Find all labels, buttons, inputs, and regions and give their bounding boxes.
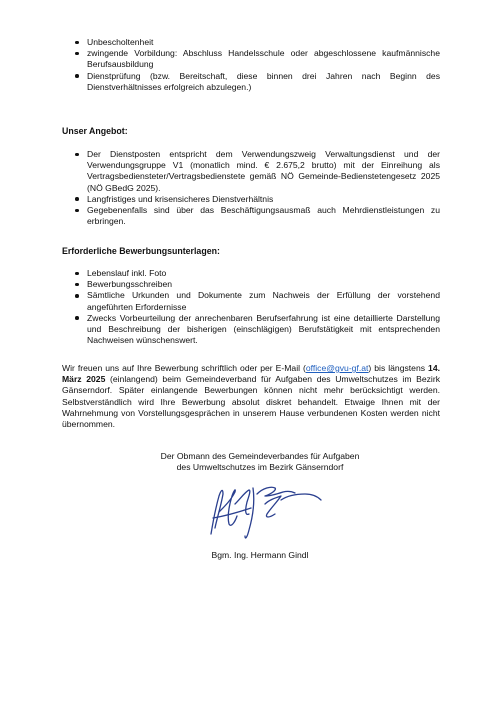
requirements-list [62, 37, 440, 93]
closing-block [130, 451, 390, 474]
list-item: Unbescholtenheit [62, 37, 440, 48]
deadline-date: 14. März 2025 [62, 363, 440, 385]
signer-name: Bgm. Ing. Hermann Gindl [211, 550, 309, 560]
application-text-start: Wir freuen uns auf Ihre Bewerbung schriftlich oder per E-Mail ( [62, 363, 306, 373]
list-item: Lebenslauf inkl. Foto [62, 268, 440, 279]
list-item: Dienstprüfung (bzw. Bereitschaft, diese binnen drei Jahren nach Beginn des Dienstverhältnisses erfolgreich abzulegen.) [62, 71, 440, 93]
documents-heading: Erforderliche Bewerbungsunterlagen: [62, 246, 220, 256]
handwritten-signature [205, 482, 325, 544]
email-link[interactable]: office@gvu-gf.at [305, 363, 369, 373]
list-item: Gegebenenfalls sind über das Beschäftigungsausmaß auch Mehrdienstleistungen zu erbringen. [62, 205, 440, 227]
list-item: Langfristiges und krisensicheres Dienstverhältnis [62, 194, 440, 205]
application-paragraph [62, 363, 440, 430]
list-item: Zwecks Vorbeurteilung der anrechenbaren Berufserfahrung ist eine detaillierte Darstellung und Beschreibung der bisherigen (einschlägigen) Berufstätigkeit mit entsprechenden Nachweisen wünschenswert. [62, 313, 440, 347]
list-item: Bewerbungsschreiben [62, 279, 440, 290]
application-text-until: ) bis längstens [368, 363, 426, 373]
closing-line-2: des Umweltschutzes im Bezirk Gänserndorf [176, 462, 344, 473]
application-text-rest: (einlangend) beim Gemeindeverband für Aufgaben des Umweltschutzes im Bezirk Gänserndorf. Später einlangende Bewerbungen können nicht mehr berücksichtigt werden. Selbstverständlich wird Ihre Bewerbung absolut diskret behandelt. Etwaige Ihnen mit der Wahrnehmung von Vorstellungsgesprächen in unserem Hause verbundenen Kosten werden nicht übernommen. [62, 374, 441, 430]
list-item: zwingende Vorbildung: Abschluss Handelsschule oder abgeschlossene kaufmännische Berufsausbildung [62, 48, 440, 70]
documents-list [62, 268, 440, 346]
offer-heading: Unser Angebot: [62, 126, 128, 136]
list-item: Sämtliche Urkunden und Dokumente zum Nachweis der Erfüllung der vorstehend angeführten Erfordernisse [62, 290, 440, 312]
closing-line-1: Der Obmann des Gemeindeverbandes für Aufgaben [160, 451, 360, 461]
offer-list [62, 149, 440, 227]
list-item: Der Dienstposten entspricht dem Verwendungszweig Verwaltungsdienst und der Verwendungsgruppe V1 (monatlich mind. € 2.675,2 brutto) mit der Einreihung als Vertragsbediensteter/Vertragsbedienstete gemäß NÖ Gemeinde-Bedienstetengesetz 2025 (NÖ GBedG 2025). [62, 149, 440, 194]
